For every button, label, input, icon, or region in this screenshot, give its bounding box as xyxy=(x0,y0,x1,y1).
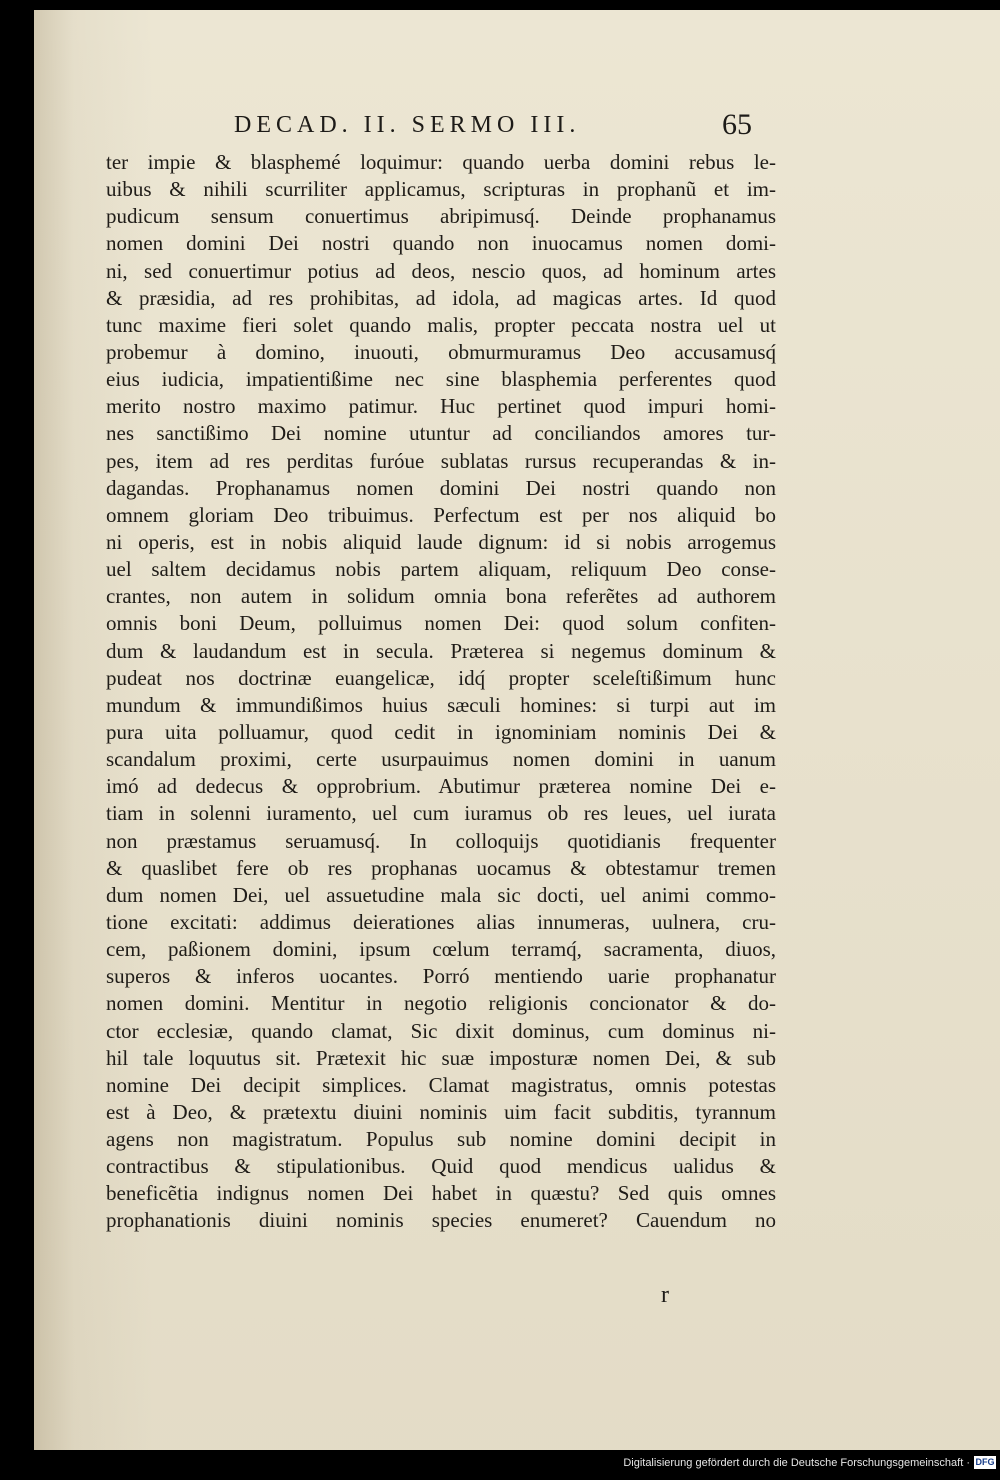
text-line: omnem gloriam Deo tribuimus. Perfectum est per nos aliquid bo xyxy=(106,502,776,527)
text-line: & quaslibet fere ob res prophanas uocamus & obtestamur tremen xyxy=(106,855,776,880)
text-line: pes, item ad res perditas furóue sublatas rursus recuperandas & in- xyxy=(106,448,776,473)
body-text xyxy=(106,149,776,1235)
catchword: r xyxy=(661,1282,669,1308)
text-line: tiam in solenni iuramento, uel cum iuramus ob res leues, uel iurata xyxy=(106,801,776,826)
text-line: beneficẽtia indignus nomen Dei habet in quæstu? Sed quis omnes xyxy=(106,1181,776,1206)
text-line: eius iudicia, impatientißime nec sine blasphemia perferentes quod xyxy=(106,367,776,392)
text-line: ni, sed conuertimur potius ad deos, nescio quos, ad hominum artes xyxy=(106,258,776,283)
text-line: merito nostro maximo patimur. Huc pertinet quod impuri homi- xyxy=(106,394,776,419)
text-line: ni operis, est in nobis aliquid laude dignum: id si nobis arrogemus xyxy=(106,529,776,554)
text-line: ctor ecclesiæ, quando clamat, Sic dixit dominus, cum dominus ni- xyxy=(106,1018,776,1043)
footer-bar xyxy=(0,1450,1000,1480)
text-line: cem, paßionem domini, ipsum cœlum terramq́, sacramenta, diuos, xyxy=(106,937,776,962)
text-line: pudeat nos doctrinæ euangelicæ, idq́ propter sceleſtißimum hunc xyxy=(106,665,776,690)
text-line: tione excitati: addimus deierationes alias innumeras, uulnera, cru- xyxy=(106,909,776,934)
text-line: dagandas. Prophanamus nomen domini Dei nostri quando non xyxy=(106,475,776,500)
page-number: 65 xyxy=(722,108,752,141)
text-line: est à Deo, & prætextu diuini nominis uim facit subditis, tyrannum xyxy=(106,1099,776,1124)
text-line: omnis boni Deum, polluimus nomen Dei: quod solum confiten- xyxy=(106,611,776,636)
book-page xyxy=(34,10,1000,1450)
funding-credit: Digitalisierung gefördert durch die Deutsche Forschungsgemeinschaft · xyxy=(623,1457,970,1469)
text-line: nomen domini Dei nostri quando non inuocamus nomen domi- xyxy=(106,231,776,256)
text-line: nomine Dei decipit simplices. Clamat magistratus, omnis potestas xyxy=(106,1072,776,1097)
text-line: ter impie & blasphemé loquimur: quando uerba domini rebus le- xyxy=(106,150,776,174)
dfg-logo-icon: DFG xyxy=(975,1457,995,1467)
text-line: non præstamus seruamusq́. In colloquijs quotidianis frequenter xyxy=(106,828,776,853)
text-line: pudicum sensum conuertimus abripimusq́. Deinde prophanamus xyxy=(106,204,776,229)
text-line: mundum & immundißimos huius sæculi homines: si turpi aut im xyxy=(106,692,776,717)
running-head: DECAD. II. SERMO III. xyxy=(234,112,581,138)
text-line: probemur à domino, inuouti, obmurmuramus Deo accusamusq́ xyxy=(106,339,776,364)
text-line: scandalum proximi, certe usurpauimus nomen domini in uanum xyxy=(106,747,776,772)
text-line: superos & inferos uocantes. Porró mentiendo uarie prophanatur xyxy=(106,964,776,989)
text-line: uibus & nihili scurriliter applicamus, scripturas in prophanũ et im- xyxy=(106,177,776,202)
text-line: & præsidia, ad res prohibitas, ad idola, ad magicas artes. Id quod xyxy=(106,285,776,310)
text-line: crantes, non autem in solidum omnia bona referẽtes ad authorem xyxy=(106,584,776,609)
text-line: hil tale loquutus sit. Prætexit hic suæ imposturæ nomen Dei, & sub xyxy=(106,1045,776,1070)
text-line: pura uita polluamur, quod cedit in ignominiam nominis Dei & xyxy=(106,719,776,744)
text-line: nomen domini. Mentitur in negotio religionis concionator & do- xyxy=(106,991,776,1016)
text-line: prophanationis diuini nominis species enumeret? Cauendum no xyxy=(106,1208,776,1233)
text-line: contractibus & stipulationibus. Quid quod mendicus ualidus & xyxy=(106,1154,776,1179)
text-line: tunc maxime fieri solet quando malis, propter peccata nostra uel ut xyxy=(106,312,776,337)
text-line: nes sanctißimo Dei nomine utuntur ad conciliandos amores tur- xyxy=(106,421,776,446)
text-line: uel saltem decidamus nobis partem aliquam, reliquum Deo conse- xyxy=(106,557,776,582)
text-line: agens non magistratum. Populus sub nomine domini decipit in xyxy=(106,1127,776,1152)
text-line: imó ad dedecus & opprobrium. Abutimur præterea nomine Dei e- xyxy=(106,774,776,799)
text-line: dum & laudandum est in secula. Præterea si negemus dominum & xyxy=(106,638,776,663)
text-line: dum nomen Dei, uel assuetudine mala sic docti, uel animi commo- xyxy=(106,882,776,907)
